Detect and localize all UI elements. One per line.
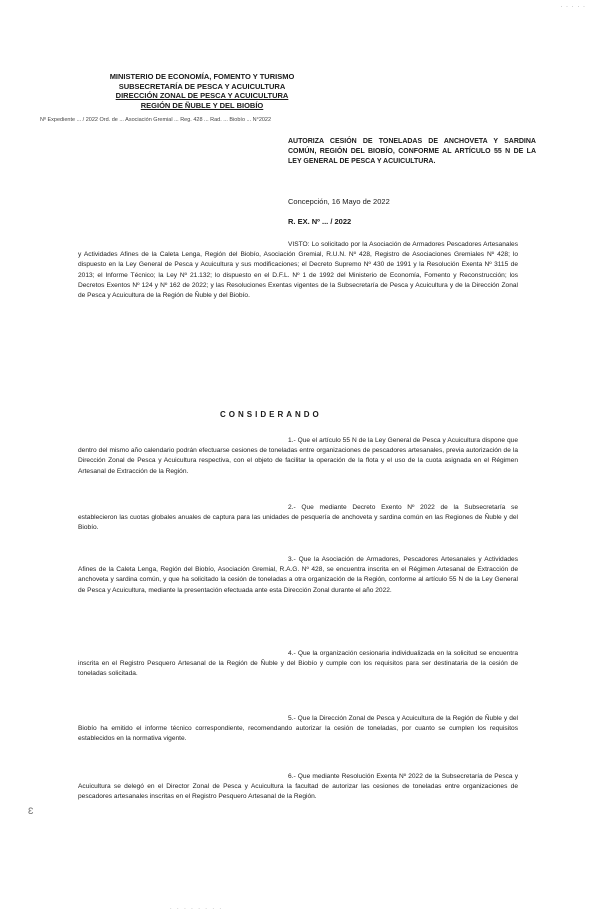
directorate-line: DIRECCIÓN ZONAL DE PESCA Y ACUICULTURA [115,91,289,100]
visto-text: VISTO: Lo solicitado por la Asociación de Armadores Pescadores Artesanales y Actividades Afines de la Caleta Lenga, Región del Biobío, Asociación Gremial, R.U.N. Nº 428, Registro de Asociaciones Gremiales Nº 428; lo dispuesto en la Ley General de Pesca y Acuicultura y sus modificaciones; el Decreto Supremo Nº 430 de 1991 y la Resolución Exenta Nº 3115 de 2013; el Informe Técnico; la Ley Nº 21.132; lo dispuesto en el D.F.L. Nº 1 de 1992 del Ministerio de Economía, Fomento y Reconstrucción; los Decretos Exentos Nº 124 y Nº 162 de 2022; y las Resoluciones Exentas vigentes de la Subsecretaría de Pesca y Acuicultura y de la Dirección Zonal de Pesca y Acuicultura de la Región de Ñuble y del Biobío. [78,241,518,300]
considerando-3-text: 3.- Que la Asociación de Armadores, Pescadores Artesanales y Actividades Afines de la Caleta Lenga, Región del Biobío, Asociación Gremial, R.A.G. Nº 428, se encuentra inscrita en el Régimen Artesanal de Extracción de anchoveta y sardina común, y que ha solicitado la cesión de toneladas a otra organización de la Región, conforme al artículo 55 N de la Ley General de Pesca y Acuicultura, mediante la presentación efectuada ante esta Dirección Zonal durante el año 2022. [78,556,518,594]
considerando-6-text: 6.- Que mediante Resolución Exenta Nº 2022 de la Subsecretaría de Pesca y Acuicultura se delegó en el Director Zonal de Pesca y Acuicultura la facultad de autorizar las cesiones de toneladas entre organizaciones de pescadores artesanales inscritas en el Registro Pesquero Artesanal de la Región. [78,773,518,801]
page-footer-marks: · · · · · · · · [170,906,224,912]
considerando-1-text: 1.- Que el artículo 55 N de la Ley General de Pesca y Acuicultura dispone que dentro del mismo año calendario podrán efectuarse cesiones de toneladas entre organizaciones de pescadores artesanales, previa autorización de la Dirección Zonal de Pesca y Acuicultura respectiva, con el objeto de facilitar la operación de la flota y el uso de la cuota asignada en el Régimen Artesanal de Extracción de la Región. [78,437,518,475]
considerando-4-text: 4.- Que la organización cesionaria individualizada en la solicitud se encuentra inscrita en el Registro Pesquero Artesanal de la Región de Ñuble y del Biobío y cumple con los requisitos para ser destinataria de la cesión de toneladas solicitada. [78,650,518,678]
margin-initial-mark: Ɛ [28,806,34,816]
corner-marks: · · · · · [560,4,586,10]
considerando-6 [78,772,518,803]
considerando-5-text: 5.- Que la Dirección Zonal de Pesca y Acuicultura de la Región de Ñuble y del Biobío ha emitido el informe técnico correspondiente, recomendando autorizar la cesión de toneladas, por cuanto se cumplen los requisitos establecidos en la normativa vigente. [78,715,518,743]
ministry-line: MINISTERIO DE ECONOMÍA, FOMENTO Y TURISMO [109,72,295,81]
reference-note: Nº Expediente ... / 2022 Ord. de ... Asociación Gremial ... Reg. 428 ... Rad. ... Biobío ... N°2022 [40,117,272,123]
subsecretariat-line: SUBSECRETARÍA DE PESCA Y ACUICULTURA [118,81,286,91]
considerando-2-text: 2.- Que mediante Decreto Exento Nº 2022 de la Subsecretaría se establecieron las cuotas globales anuales de captura para las unidades de pesquería de anchoveta y sardina común en las Regiones de Ñuble y del Biobío. [78,504,518,532]
considerando-1 [78,436,518,477]
considerando-heading: CONSIDERANDO [220,410,322,419]
considerando-5 [78,714,518,745]
resolution-number: R. EX. Nº ... / 2022 [288,217,352,226]
letterhead [82,72,322,110]
visto-paragraph [78,240,518,301]
resolution-subject: AUTORIZA CESIÓN DE TONELADAS DE ANCHOVETA Y SARDINA COMÚN, REGIÓN DEL BIOBÍO, CONFORME AL ARTÍCULO 55 N DE LA LEY GENERAL DE PESCA Y ACUICULTURA. [288,138,536,165]
resolution-date: Concepción, 16 Mayo de 2022 [288,197,390,206]
region-line: REGIÓN DE ÑUBLE Y DEL BIOBÍO [140,100,264,110]
considerando-4 [78,649,518,680]
considerando-3 [78,555,518,596]
considerando-2 [78,503,518,534]
